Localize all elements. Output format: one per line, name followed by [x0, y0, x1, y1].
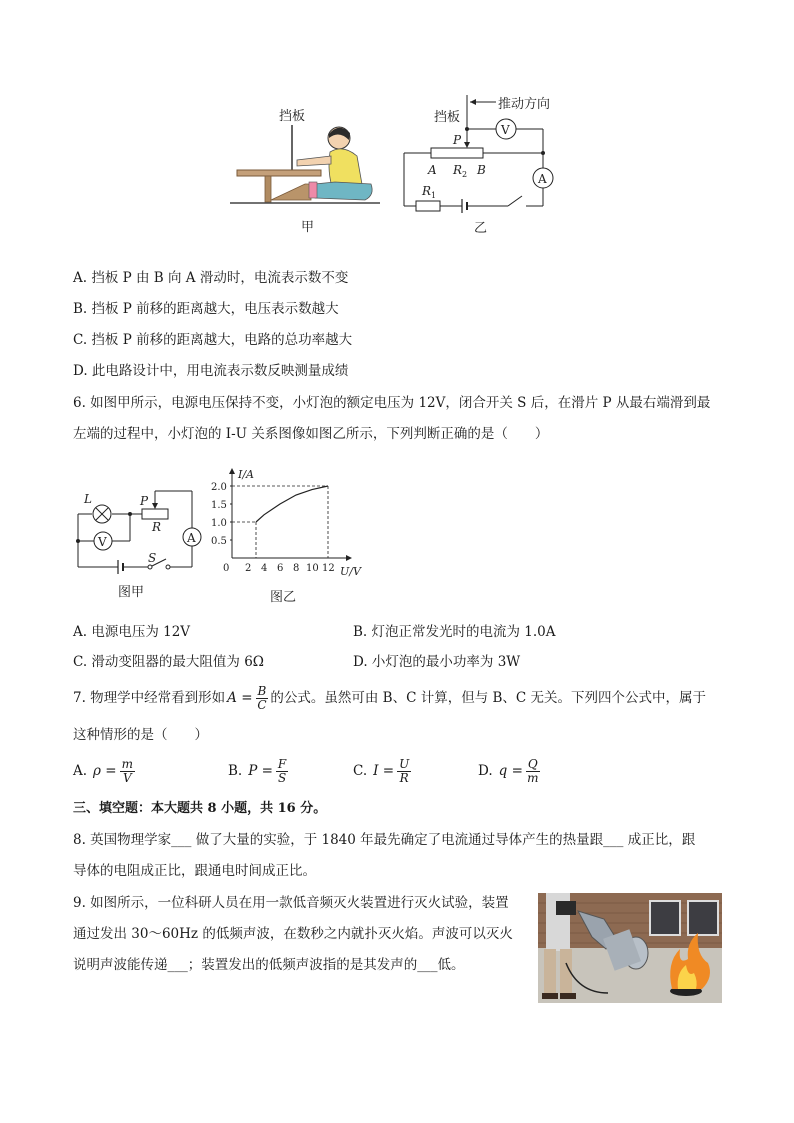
formula-denominator: S	[277, 770, 287, 785]
formula-lhs: q =	[498, 763, 523, 779]
x-tick-label: 2	[245, 563, 252, 574]
q6-option-b: B. 灯泡正常发光时的电流为 1.0A	[353, 624, 556, 640]
q5-option-b: B. 挡板 P 前移的距离越大，电压表示数越大	[73, 301, 339, 317]
y-tick-label: 1.0	[211, 518, 227, 529]
section-heading: 三、填空题：本大题共 8 小题，共 16 分。	[73, 801, 327, 816]
option-label: D.	[478, 763, 493, 779]
svg-text:A: A	[538, 172, 547, 186]
q9-line3: 说明声波能传递___；装置发出的低频声波指的是其发声的___低。	[73, 957, 465, 973]
figure-q6-iu-chart	[210, 458, 380, 608]
svg-text:R: R	[422, 184, 432, 198]
y-axis-label: I/A	[238, 468, 254, 481]
formula-denominator: R	[399, 770, 409, 785]
option-label: C.	[353, 763, 368, 779]
svg-text:B: B	[477, 163, 486, 177]
q7-formula: A = $\frac{B}{C}$	[227, 683, 267, 712]
formula-lhs: I =	[373, 763, 395, 779]
x-tick-label: 10	[306, 563, 319, 574]
x-tick-label: 6	[277, 563, 284, 574]
formula-numerator: m	[121, 756, 133, 771]
q7-option-d	[478, 754, 540, 788]
q6-option-d: D. 小灯泡的最小功率为 3W	[353, 654, 521, 670]
svg-text:P: P	[140, 494, 149, 508]
q8-line1: 8. 英国物理学家___ 做了大量的实验，于 1840 年最先确定了电流通过导体产生的热量跟___ 成正比，跟	[73, 832, 696, 848]
option-label: A.	[73, 763, 88, 779]
formula-numerator: Q	[527, 756, 538, 771]
iu-curve	[256, 486, 328, 522]
q6-stem-line1: 6. 如图甲所示，电源电压保持不变，小灯泡的额定电压为 12V，闭合开关 S 后，在滑片 P 从最右端滑到最	[73, 395, 711, 411]
svg-text:V: V	[501, 123, 510, 137]
svg-text:V: V	[98, 535, 107, 549]
q7-option-b	[228, 754, 288, 788]
svg-text:2: 2	[462, 170, 468, 179]
x-tick-label: 0	[223, 563, 230, 574]
option-label: B.	[228, 763, 243, 779]
q7-option-a	[73, 754, 135, 788]
x-axis-arrow	[346, 555, 352, 561]
svg-text:P: P	[453, 133, 462, 147]
q9-line1: 9. 如图所示，一位科研人员在用一款低音频灭火装置进行灭火试验，装置	[73, 895, 509, 911]
formula-lhs: ρ =	[93, 763, 117, 779]
formula-denominator: m	[527, 770, 539, 785]
figure-yi-circuit	[398, 90, 568, 240]
board-label: 挡板	[279, 109, 306, 124]
svg-text:A: A	[428, 163, 437, 177]
formula-lhs: P =	[248, 763, 273, 779]
svg-text:R: R	[152, 520, 162, 534]
q5-option-c: C. 挡板 P 前移的距离越大，电路的总功率越大	[73, 332, 353, 348]
x-axis-label: U/V	[340, 565, 361, 578]
svg-text:1: 1	[431, 191, 437, 200]
svg-text:A: A	[187, 531, 196, 545]
y-tick-label: 0.5	[211, 536, 227, 547]
q6-stem-line2: 左端的过程中，小灯泡的 I-U 关系图像如图乙所示，下列判断正确的是（ ）	[73, 426, 549, 442]
q5-option-d: D. 此电路设计中，用电流表示数反映测量成绩	[73, 363, 349, 379]
q6-option-c: C. 滑动变阻器的最大阻值为 6Ω	[73, 654, 265, 670]
q8-line2: 导体的电阻成正比，跟通电时间成正比。	[73, 863, 316, 879]
formula-numerator: F	[277, 756, 287, 771]
y-axis-arrow	[229, 468, 235, 474]
figure-caption-yi: 乙	[474, 221, 488, 236]
formula-numerator: U	[399, 756, 410, 771]
y-tick-label: 1.5	[211, 500, 227, 511]
q6-option-a: A. 电源电压为 12V	[73, 624, 191, 640]
q7-stem-line2: 这种情形的是（ ）	[73, 727, 208, 743]
figure-caption-yi: 图乙	[270, 590, 297, 605]
x-tick-label: 12	[322, 563, 335, 574]
fire-extinguisher-photo	[538, 893, 722, 1003]
q7-stem-suffix: 的公式。虽然可由 B、C 计算，但与 B、C 无关。下列四个公式中，属于	[270, 690, 707, 706]
board-label: 挡板	[434, 110, 461, 125]
formula-denominator: V	[122, 770, 132, 785]
figure-caption-jia: 图甲	[118, 585, 145, 600]
q7-option-c	[353, 754, 411, 788]
q7-stem-prefix: 7. 物理学中经常看到形如	[73, 690, 226, 706]
direction-label: 推动方向	[498, 97, 551, 112]
figure-caption-jia: 甲	[301, 220, 315, 235]
figure-q6-circuit	[70, 485, 210, 605]
svg-text:L: L	[84, 492, 92, 506]
svg-text:S: S	[148, 551, 157, 565]
y-tick-label: 2.0	[211, 482, 227, 493]
svg-text:R: R	[453, 163, 463, 177]
x-tick-label: 4	[261, 563, 268, 574]
x-tick-label: 8	[293, 563, 300, 574]
q9-line2: 通过发出 30～60Hz 的低频声波，在数秒之内就扑灭火焰。声波可以灭火	[73, 926, 513, 942]
q5-option-a: A. 挡板 P 由 B 向 A 滑动时，电流表示数不变	[73, 270, 349, 286]
q7-stem-line1	[73, 680, 706, 716]
figure-jia	[225, 100, 385, 235]
